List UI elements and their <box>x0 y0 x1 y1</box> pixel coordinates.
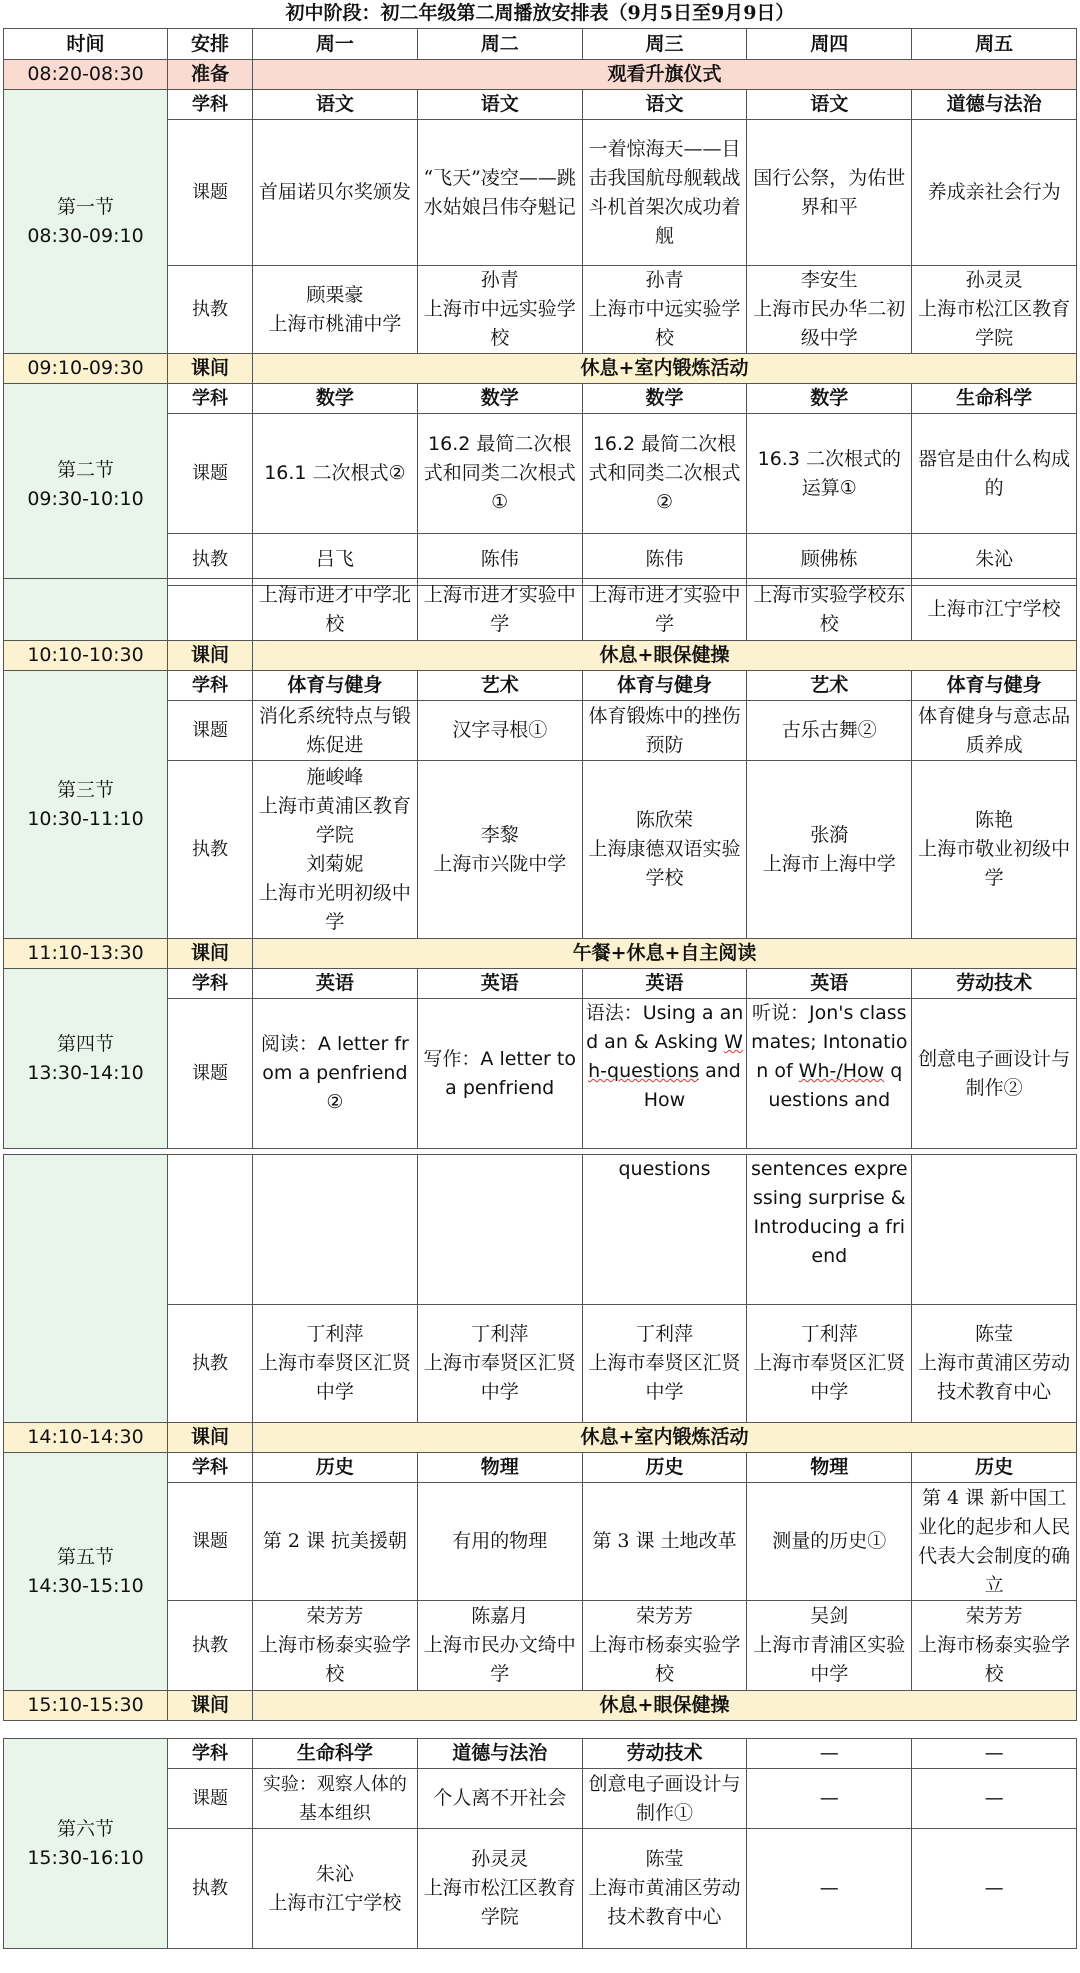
header-time: 时间 <box>4 29 168 60</box>
spellcheck-mark: Wh-questions <box>588 1031 743 1082</box>
subject-tue: 物理 <box>417 1453 582 1483</box>
subject-wed: 劳动技术 <box>582 1739 747 1769</box>
subject-tue: 艺术 <box>417 671 582 701</box>
topic-mon: 16.1 二次根式② <box>253 414 418 534</box>
subject-label: 学科 <box>168 1453 253 1483</box>
teacher-mon: 顾栗豪 上海市桃浦中学 <box>253 266 418 354</box>
topic-thu: 听说：Jon's classmates; Intonation of Wh-/How questions and <box>747 999 912 1149</box>
break-content: 休息+室内锻炼活动 <box>253 1423 1077 1453</box>
prep-row <box>4 60 1077 90</box>
header-mon: 周一 <box>253 29 418 60</box>
topic-wed: 创意电子画设计与制作① <box>582 1769 747 1829</box>
teacher-tue: 李黎 上海市兴陇中学 <box>417 761 582 939</box>
teacher-mon: 丁利萍 上海市奉贤区汇贤中学 <box>253 1305 418 1423</box>
teacher-school-fri: 上海市江宁学校 <box>912 579 1077 641</box>
teacher-tue: 陈嘉月 上海市民办文绮中学 <box>417 1601 582 1691</box>
teacher-wed: 荣芳芳 上海市杨泰实验学校 <box>582 1601 747 1691</box>
teacher-fri: 孙灵灵 上海市松江区教育学院 <box>912 266 1077 354</box>
period-4-cell <box>4 969 168 1149</box>
topic-tue: 写作：A letter to a penfriend <box>417 999 582 1149</box>
subject-thu: 数学 <box>747 384 912 414</box>
period-6-cell <box>4 1739 168 1949</box>
topic-label: 课题 <box>168 999 253 1149</box>
period-4-cont-cell <box>4 1155 168 1423</box>
header-wed: 周三 <box>582 29 747 60</box>
subject-mon: 体育与健身 <box>253 671 418 701</box>
topic-mon: 消化系统特点与锻炼促进 <box>253 701 418 761</box>
topic-cont-wed: questions <box>582 1155 747 1305</box>
teacher-tue: 孙灵灵 上海市松江区教育学院 <box>417 1829 582 1949</box>
break-row <box>4 354 1077 384</box>
break-row <box>4 1691 1077 1721</box>
topic-fri: 创意电子画设计与制作② <box>912 999 1077 1149</box>
header-row <box>4 29 1077 60</box>
topic-fri: 体育健身与意志品质养成 <box>912 701 1077 761</box>
period-name: 第四节 <box>56 1032 114 1055</box>
subject-fri: — <box>912 1739 1077 1769</box>
header-thu: 周四 <box>747 29 912 60</box>
topic-wed: 体育锻炼中的挫伤预防 <box>582 701 747 761</box>
subject-fri: 历史 <box>912 1453 1077 1483</box>
subject-wed: 语文 <box>582 90 747 120</box>
teacher-school-thu: 上海市实验学校东校 <box>747 579 912 641</box>
teacher-label: 执教 <box>168 761 253 939</box>
teacher-wed: 孙青 上海市中远实验学校 <box>582 266 747 354</box>
subject-fri: 道德与法治 <box>912 90 1077 120</box>
period-time: 10:30-11:10 <box>27 807 144 830</box>
teacher-thu: 顾佛栋 <box>747 534 912 586</box>
teacher-tue: 陈伟 <box>417 534 582 586</box>
topic-tue: 个人离不开社会 <box>417 1769 582 1829</box>
subject-mon: 数学 <box>253 384 418 414</box>
topic-mon: 第 2 课 抗美援朝 <box>253 1483 418 1601</box>
subject-thu: — <box>747 1739 912 1769</box>
period-name: 第五节 <box>56 1545 114 1568</box>
break-label: 课间 <box>168 1423 253 1453</box>
teacher-fri: 陈艳 上海市敬业初级中学 <box>912 761 1077 939</box>
topic-label: 课题 <box>168 1483 253 1601</box>
topic-tue: 有用的物理 <box>417 1483 582 1601</box>
prep-label: 准备 <box>168 60 253 90</box>
header-arrange: 安排 <box>168 29 253 60</box>
period-name: 第二节 <box>56 458 114 481</box>
topic-fri: — <box>912 1769 1077 1829</box>
teacher-label: 执教 <box>168 266 253 354</box>
teacher-mon: 施峻峰 上海市黄浦区教育学院 刘菊妮 上海市光明初级中学 <box>253 761 418 939</box>
teacher-school-wed: 上海市进才实验中学 <box>582 579 747 641</box>
subject-tue: 道德与法治 <box>417 1739 582 1769</box>
subject-thu: 物理 <box>747 1453 912 1483</box>
teacher-mon: 荣芳芳 上海市杨泰实验学校 <box>253 1601 418 1691</box>
topic-fri: 养成亲社会行为 <box>912 120 1077 266</box>
teacher-wed: 丁利萍 上海市奉贤区汇贤中学 <box>582 1305 747 1423</box>
topic-tue: “飞天”凌空——跳水姑娘吕伟夺魁记 <box>417 120 582 266</box>
teacher-school-tue: 上海市进才实验中学 <box>417 579 582 641</box>
teacher-label: 执教 <box>168 1305 253 1423</box>
subject-mon: 历史 <box>253 1453 418 1483</box>
topic-mon: 首届诺贝尔奖颁发 <box>253 120 418 266</box>
subject-label: 学科 <box>168 1739 253 1769</box>
topic-label: 课题 <box>168 414 253 534</box>
schedule-section-2 <box>3 578 1077 1149</box>
topic-cont-fri <box>912 1155 1077 1305</box>
teacher-tue: 孙青 上海市中远实验学校 <box>417 266 582 354</box>
topic-cont-mon <box>253 1155 418 1305</box>
teacher-thu: 丁利萍 上海市奉贤区汇贤中学 <box>747 1305 912 1423</box>
topic-wed-text: 语法：Using a and an & Asking Wh-questions and How <box>585 1002 744 1111</box>
subject-fri: 生命科学 <box>912 384 1077 414</box>
subject-fri: 体育与健身 <box>912 671 1077 701</box>
teacher-fri: — <box>912 1829 1077 1949</box>
period-time: 08:30-09:10 <box>27 224 144 247</box>
period-time: 14:30-15:10 <box>27 1574 144 1597</box>
period-2-cell <box>4 384 168 586</box>
prep-content: 观看升旗仪式 <box>253 60 1077 90</box>
topic-label: 课题 <box>168 120 253 266</box>
topic-thu: — <box>747 1769 912 1829</box>
teacher-label: 执教 <box>168 1829 253 1949</box>
topic-cont-thu: sentences expressing surprise & Introducing a friend <box>747 1155 912 1305</box>
break-label: 课间 <box>168 939 253 969</box>
subject-mon: 英语 <box>253 969 418 999</box>
topic-cont-tue <box>417 1155 582 1305</box>
teacher-thu: 张漪 上海市上海中学 <box>747 761 912 939</box>
period-3-cell <box>4 671 168 939</box>
subject-thu: 英语 <box>747 969 912 999</box>
teacher-thu: — <box>747 1829 912 1949</box>
subject-mon: 语文 <box>253 90 418 120</box>
topic-mon: 阅读：A letter from a penfriend ② <box>253 999 418 1149</box>
teacher-thu: 李安生 上海市民办华二初级中学 <box>747 266 912 354</box>
break-time: 09:10-09:30 <box>4 354 168 384</box>
break-content: 休息+眼保健操 <box>253 1691 1077 1721</box>
teacher-mon: 朱沁 上海市江宁学校 <box>253 1829 418 1949</box>
topic-tue: 16.2 最简二次根式和同类二次根式① <box>417 414 582 534</box>
teacher-continuation-row <box>4 579 1077 641</box>
period-name: 第六节 <box>56 1817 114 1840</box>
teacher-thu: 吴剑 上海市青浦区实验中学 <box>747 1601 912 1691</box>
break-row <box>4 1423 1077 1453</box>
subject-wed: 英语 <box>582 969 747 999</box>
subject-fri: 劳动技术 <box>912 969 1077 999</box>
subject-mon: 生命科学 <box>253 1739 418 1769</box>
teacher-fri: 荣芳芳 上海市杨泰实验学校 <box>912 1601 1077 1691</box>
page-title: 初中阶段：初二年级第二周播放安排表（9月5日至9月9日） <box>285 2 795 24</box>
break-label: 课间 <box>168 354 253 384</box>
teacher-label: 执教 <box>168 1601 253 1691</box>
subject-label: 学科 <box>168 671 253 701</box>
subject-tue: 数学 <box>417 384 582 414</box>
period-5-cell <box>4 1453 168 1691</box>
subject-tue: 语文 <box>417 90 582 120</box>
topic-fri: 器官是由什么构成的 <box>912 414 1077 534</box>
period-name: 第一节 <box>56 195 114 218</box>
subject-thu: 艺术 <box>747 671 912 701</box>
break-content: 午餐+休息+自主阅读 <box>253 939 1077 969</box>
topic-thu: 测量的历史① <box>747 1483 912 1601</box>
spellcheck-mark: Wh-/How <box>798 1060 885 1082</box>
topic-tue: 汉字寻根① <box>417 701 582 761</box>
break-time: 11:10-13:30 <box>4 939 168 969</box>
schedule-section-1 <box>3 28 1077 586</box>
subject-wed: 体育与健身 <box>582 671 747 701</box>
topic-wed: 第 3 课 土地改革 <box>582 1483 747 1601</box>
topic-mon: 实验：观察人体的基本组织 <box>253 1769 418 1829</box>
topic-label: 课题 <box>168 701 253 761</box>
header-fri: 周五 <box>912 29 1077 60</box>
topic-fri: 第 4 课 新中国工业化的起步和人民代表大会制度的确立 <box>912 1483 1077 1601</box>
prep-time: 08:20-08:30 <box>4 60 168 90</box>
schedule-section-3 <box>3 1154 1077 1721</box>
teacher-fri: 陈莹 上海市黄浦区劳动技术教育中心 <box>912 1305 1077 1423</box>
break-row <box>4 939 1077 969</box>
break-time: 10:10-10:30 <box>4 641 168 671</box>
subject-tue: 英语 <box>417 969 582 999</box>
subject-label: 学科 <box>168 90 253 120</box>
period-1-cell <box>4 90 168 354</box>
break-time: 15:10-15:30 <box>4 1691 168 1721</box>
teacher-wed: 陈伟 <box>582 534 747 586</box>
header-tue: 周二 <box>417 29 582 60</box>
teacher-school-mon: 上海市进才中学北校 <box>253 579 418 641</box>
teacher-wed: 陈莹 上海市黄浦区劳动技术教育中心 <box>582 1829 747 1949</box>
topic-wed: 16.2 最简二次根式和同类二次根式② <box>582 414 747 534</box>
schedule-section-4 <box>3 1738 1077 1949</box>
teacher-mon: 吕飞 <box>253 534 418 586</box>
break-time: 14:10-14:30 <box>4 1423 168 1453</box>
teacher-wed: 陈欣荣 上海康德双语实验学校 <box>582 761 747 939</box>
period-time: 15:30-16:10 <box>27 1846 144 1869</box>
topic-thu: 16.3 二次根式的运算① <box>747 414 912 534</box>
subject-thu: 语文 <box>747 90 912 120</box>
period-time: 13:30-14:10 <box>27 1061 144 1084</box>
subject-label: 学科 <box>168 969 253 999</box>
topic-thu: 国行公祭，为佑世界和平 <box>747 120 912 266</box>
period-time: 09:30-10:10 <box>27 487 144 510</box>
topic-wed: 一着惊海天——目击我国航母舰载战斗机首架次成功着舰 <box>582 120 747 266</box>
teacher-tue: 丁利萍 上海市奉贤区汇贤中学 <box>417 1305 582 1423</box>
subject-label: 学科 <box>168 384 253 414</box>
break-row <box>4 641 1077 671</box>
subject-wed: 数学 <box>582 384 747 414</box>
break-label: 课间 <box>168 1691 253 1721</box>
topic-wed <box>582 999 747 1149</box>
topic-continuation-row <box>4 1155 1077 1305</box>
teacher-label: 执教 <box>168 534 253 586</box>
teacher-fri: 朱沁 <box>912 534 1077 586</box>
subject-wed: 历史 <box>582 1453 747 1483</box>
break-label: 课间 <box>168 641 253 671</box>
break-content: 休息+眼保健操 <box>253 641 1077 671</box>
topic-label: 课题 <box>168 1769 253 1829</box>
topic-thu: 古乐古舞② <box>747 701 912 761</box>
break-content: 休息+室内锻炼活动 <box>253 354 1077 384</box>
period-name: 第三节 <box>56 778 114 801</box>
